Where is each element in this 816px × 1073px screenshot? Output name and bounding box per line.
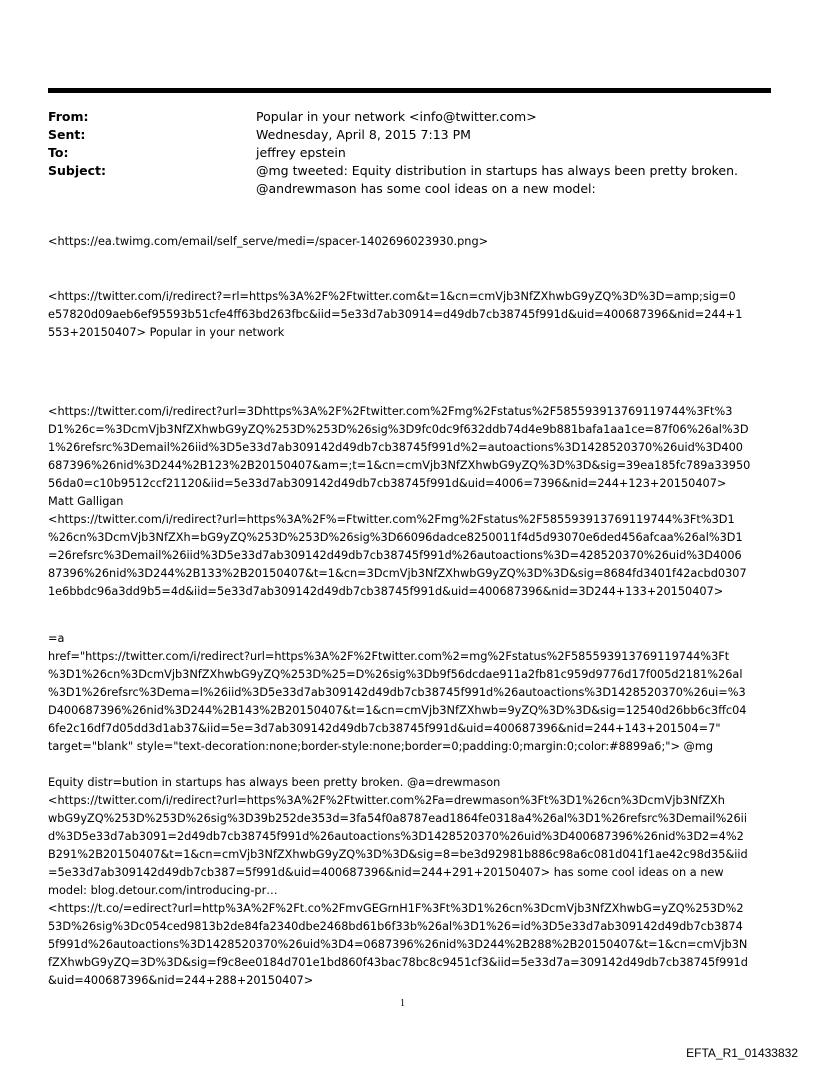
sent-value: Wednesday, April 8, 2015 7:13 PM <box>256 127 471 142</box>
href-block: =a href="https://twitter.com/i/redirect?url=https%3A%2F%2Ftwitter.com%2=mg%2Fstatus%2F585593913769119744%3Ft %3D1%26cn%3DcmVjb3NfZXhwbG9yZQ%253D%25=D%26sig%3Db9f56dcdae911a2fb81c959d9776d17f005d2181%26al %3D1%26refsrc%3Dema=l%26iid%3D5e33d7ab309142d49db7cb38745f991d%26autoactions%3D1428520370%26ui=%3 D400687396%26nid%3D244%2B143%2B20150407&t=1&cn=cmVjb3NfZXhwb=9yZQ%3D%3D&sig=12540d26bb6c3ffc04 6fe2c16df7d05dd3d1ab37&iid=5e=3d7ab309142d49db7cb38745f991d&uid=400687396&nid=244+143+201504=7" target="blank" style="text-decoration:none;border-style:none;border=0;padding:0;margin:0;color:#8899a6;"> @mg <box>48 632 747 753</box>
spacer-link[interactable]: <https://ea.twimg.com/email/self_serve/medi=/spacer-1402696023930.png> <box>48 235 489 248</box>
header-rule <box>48 88 771 93</box>
document-id: EFTA_R1_01433832 <box>686 1046 798 1060</box>
from-label: From: <box>48 109 89 124</box>
subject-label: Subject: <box>48 163 106 178</box>
twitter-redirect-link[interactable]: <https://twitter.com/i/redirect?=rl=https%3A%2F%2Ftwitter.com&t=1&cn=cmVjb3NfZXhwbG9yZQ%3D%3D=amp;sig=0 e57820d09aeb6ef95593b51cfe4ff63bd263fbc&iid=5e33d7ab30914=d49db7cb38745f991d&uid=400687396&nid=244+1 553+20150407> Popular in your network <box>48 290 743 339</box>
subject-line-2: @andrewmason has some cool ideas on a new model: <box>256 181 596 196</box>
page-number: 1 <box>400 998 405 1009</box>
subject-line-1: @mg tweeted: Equity distribution in startups has always been pretty broken. <box>256 163 739 178</box>
from-value: Popular in your network <info@twitter.com> <box>256 109 537 124</box>
tweet-author-links[interactable]: <https://twitter.com/i/redirect?url=3Dhttps%3A%2F%2Ftwitter.com%2Fmg%2Fstatus%2F585593913769119744%3Ft%3 D1%26c=%3DcmVjb3NfZXhwbG9yZQ%253D%253D%26sig%3D9fc0dc9f632ddb74d4e9b881bafa1aa1ce=87f06%26al%3D 1%26refsrc%3Demail%26iid%3D5e33d7ab309142d49db7cb38745f991d%2=autoactions%3D1428520370%26uid%3D400 687396%26nid%3D244%2B123%2B20150407&am=;t=1&cn=cmVjb3NfZXhwbG9yZQ%3D%3D&sig=39ea185fc789a33950 56da0=c10b9512ccf21120&iid=5e33d7ab309142d49db7cb38745f991d&uid=4006=7396&nid=244+123+20150407> Matt Galligan <https://twitter.com/i/redirect?url=https%3A%2F%=Ftwitter.com%2Fmg%2Fstatus%2F585593913769119744%3Ft%3D1 %26cn%3DcmVjb3NfZXh=bG9yZQ%253D%253D%26sig%3D66096dadce8250011f4d5d93070e6ded456afcaa%26al%3D1 =26refsrc%3Demail%26iid%3D5e33d7ab309142d49db7cb38745f991d%26autoactions%3D=428520370%26uid%3D4006 87396%26nid%3D244%2B133%2B20150407&t=1&cn=3DcmVjb3NfZXhwbG9yZQ%3D%3D&sig=8684fd3401f42acbd0307 1e6bbdc96a3dd9b5=4d&iid=5e33d7ab309142d49db7cb38745f991d&uid=400687396&nid=3D244+133+20150407> <box>48 405 751 598</box>
to-value: jeffrey epstein <box>256 145 346 160</box>
to-label: To: <box>48 145 69 160</box>
sent-label: Sent: <box>48 127 86 142</box>
tweet-text-block: Equity distr=bution in startups has always been pretty broken. @a=drewmason <https://twitter.com/i/redirect?url=https%3A%2F%2Ftwitter.com%2Fa=drewmason%3Ft%3D1%26cn%3DcmVjb3NfZXh wbG9yZQ%253D%253D%26sig%3D39b252de353d=3fa54f0a8787ead1864fe0318a4%26al%3D1%26refsrc%3Demail%26ii d%3D5e33d7ab3091=2d49db7cb38745f991d%26autoactions%3D1428520370%26uid%3D400687396%26nid%3D2=4%2 B291%2B20150407&t=1&cn=cmVjb3NfZXhwbG9yZQ%3D%3D&sig=8=be3d92981b886c98a6c081d041f1ae42c98d35&iid =5e33d7ab309142d49db7cb387=5f991d&uid=400687396&nid=244+291+20150407> has some cool ideas on a new model: blog.detour.com/introducing-pr… <https://t.co/=edirect?url=http%3A%2F%2Ft.co%2FmvGEGrnH1F%3Ft%3D1%26cn%3DcmVjb3NfZXhwbG=yZQ%253D%2 53D%26sig%3Dc054ced9813b2de84fa2340dbe2468bd61b6f33b%26al%3D1%26=id%3D5e33d7ab309142d49db7cb3874 5f991d%26autoactions%3D1428520370%26uid%3D4=0687396%26nid%3D244%2B288%2B20150407&t=1&cn=cmVjb3N fZXhwbG9yZQ=3D%3D&sig=f9c8ee0184d701e1bd860f43bac78bc8c9451cf3&iid=5e33d7a=309142d49db7cb38745f991d &uid=400687396&nid=244+288+20150407> <box>48 776 748 987</box>
